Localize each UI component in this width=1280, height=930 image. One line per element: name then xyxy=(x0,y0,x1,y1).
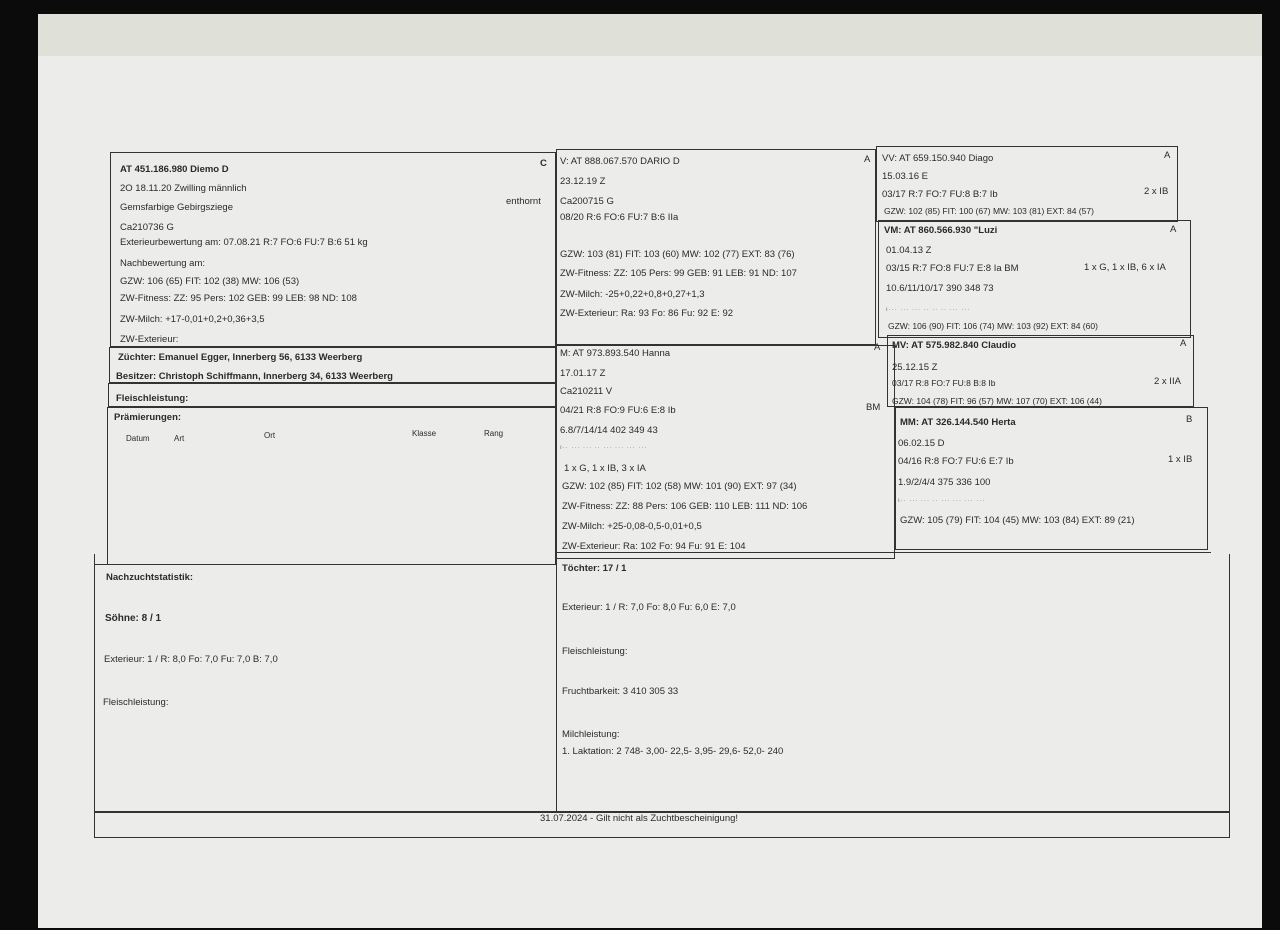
father-mother-eval: 03/15 R:7 FO:8 FU:7 E:8 Ia BM xyxy=(886,263,1019,274)
mother-milk: 6.8/7/14/14 402 349 43 xyxy=(560,425,658,436)
owner: Besitzer: Christoph Schiffmann, Innerberg 34, 6133 Weerberg xyxy=(116,371,393,382)
father-eval: 08/20 R:6 FO:6 FU:7 B:6 IIa xyxy=(560,212,679,223)
father-father-eval: 03/17 R:7 FO:7 FU:8 B:7 Ib xyxy=(882,189,998,200)
father-ext: ZW-Exterieur: Ra: 93 Fo: 86 Fu: 92 E: 92 xyxy=(560,308,734,319)
animal-grade: C xyxy=(540,158,547,169)
mother-milk-detail: ı·· ··· ··· ·· ··· ··· ··· ··· xyxy=(560,445,648,451)
father-gzw: GZW: 103 (81) FIT: 103 (60) MW: 102 (77) EXT: 83 (76) xyxy=(560,249,795,260)
offspring-daughters-meat: Fleischleistung: xyxy=(562,646,628,657)
awards-col-type: Art xyxy=(174,434,185,443)
father-mother-line1: VM: AT 860.566.930 "Luzi xyxy=(884,225,998,236)
offspring-title: Nachzuchtstatistik: xyxy=(106,572,194,583)
father-mother-milk-detail: ı··· ··· ··· ·· ·· ·· ··· ··· xyxy=(886,307,971,313)
mother-fitness: ZW-Fitness: ZZ: 88 Pers: 106 GEB: 110 LEB: 111 ND: 106 xyxy=(562,501,808,512)
offspring-sons-meat: Fleischleistung: xyxy=(103,697,169,708)
offspring-milk-title: Milchleistung: xyxy=(562,729,620,740)
father-father-grade: A xyxy=(1164,150,1171,161)
mother-father-eval: 03/17 R:8 FO:7 FU:8 B:8 Ib xyxy=(892,378,996,388)
mother-count: 1 x G, 1 x IB, 3 x IA xyxy=(564,463,646,474)
father-date: 23.12.19 Z xyxy=(560,176,606,187)
footer-note: 31.07.2024 - Gilt nicht als Zuchtbescheinigung! xyxy=(540,813,739,824)
father-mother-count: 1 x G, 1 x IB, 6 x IA xyxy=(1084,262,1166,273)
animal-birth: 2O 18.11.20 Zwilling männlich xyxy=(120,183,247,194)
meat-label: Fleischleistung: xyxy=(116,393,189,404)
father-dehorned: enthornt xyxy=(506,196,541,207)
mother-father-gzw: GZW: 104 (78) FIT: 96 (57) MW: 107 (70) EXT: 106 (44) xyxy=(892,396,1102,406)
awards-col-rank: Rang xyxy=(484,429,504,438)
animal-zw-fitness: ZW-Fitness: ZZ: 95 Pers: 102 GEB: 99 LEB: 98 ND: 108 xyxy=(120,293,357,304)
offspring-top-line-right xyxy=(556,552,1211,553)
father-mother-grade: A xyxy=(1170,224,1177,235)
animal-code: Ca210736 G xyxy=(120,222,174,233)
mother-mother-line1: MM: AT 326.144.540 Herta xyxy=(900,417,1016,428)
animal-exterior-eval: Exterieurbewertung am: 07.08.21 R:7 FO:6 FU:7 B:6 51 kg xyxy=(120,237,368,248)
father-code: Ca200715 G xyxy=(560,196,614,207)
mother-grade: A xyxy=(874,342,881,353)
father-grade: A xyxy=(864,154,871,165)
mother-ext: ZW-Exterieur: Ra: 102 Fo: 94 Fu: 91 E: 104 xyxy=(562,541,746,552)
offspring-lactation: 1. Laktation: 2 748- 3,00- 22,5- 3,95- 29,6- 52,0- 240 xyxy=(562,746,784,757)
mother-mother-count: 1 x IB xyxy=(1168,454,1193,465)
father-mother-date: 01.04.13 Z xyxy=(886,245,932,256)
offspring-daughters: Töchter: 17 / 1 xyxy=(562,563,627,574)
offspring-fertility: Fruchtbarkeit: 3 410 305 33 xyxy=(562,686,679,697)
mother-gzw: GZW: 102 (85) FIT: 102 (58) MW: 101 (90) EXT: 97 (34) xyxy=(562,481,797,492)
father-father-line1: VV: AT 659.150.940 Diago xyxy=(882,153,994,164)
offspring-divider xyxy=(556,552,557,812)
mother-mother-grade: B xyxy=(1186,414,1193,425)
mother-eval: 04/21 R:8 FO:9 FU:6 E:8 Ib xyxy=(560,405,676,416)
mother-line1: M: AT 973.893.540 Hanna xyxy=(560,348,671,359)
awards-col-place: Ort xyxy=(264,431,276,440)
animal-re-eval: Nachbewertung am: xyxy=(120,258,206,269)
animal-breed: Gemsfarbige Gebirgsziege xyxy=(120,202,233,213)
pedigree-certificate xyxy=(94,142,1230,839)
offspring-sons-ext: Exterieur: 1 / R: 8,0 Fo: 7,0 Fu: 7,0 B: 7,0 xyxy=(104,654,278,665)
mother-mother-gzw: GZW: 105 (79) FIT: 104 (45) MW: 103 (84) EXT: 89 (21) xyxy=(900,515,1135,526)
father-mother-gzw: GZW: 106 (90) FIT: 106 (74) MW: 103 (92) EXT: 84 (60) xyxy=(888,321,1098,331)
father-father-count: 2 x IB xyxy=(1144,186,1169,197)
mother-mother-milk: 1.9/2/4/4 375 336 100 xyxy=(898,477,991,488)
awards-col-class: Klasse xyxy=(412,429,437,438)
animal-zw-exterieur: ZW-Exterieur: xyxy=(120,334,179,345)
offspring-sons: Söhne: 8 / 1 xyxy=(105,613,162,624)
paper-shadow-strip xyxy=(38,14,1262,56)
mother-bm: BM xyxy=(866,402,881,413)
father-father-date: 15.03.16 E xyxy=(882,171,928,182)
animal-gzw: GZW: 106 (65) FIT: 102 (38) MW: 106 (53) xyxy=(120,276,300,287)
mother-father-grade: A xyxy=(1180,338,1187,349)
father-father-gzw: GZW: 102 (85) FIT: 100 (67) MW: 103 (81) EXT: 84 (57) xyxy=(884,206,1094,216)
offspring-box xyxy=(94,554,1230,812)
mother-milch: ZW-Milch: +25-0,08-0,5-0,01+0,5 xyxy=(562,521,702,532)
awards-title: Prämierungen: xyxy=(114,412,182,423)
offspring-daughters-ext: Exterieur: 1 / R: 7,0 Fo: 8,0 Fu: 6,0 E: 7,0 xyxy=(562,602,736,613)
mother-father-line1: MV: AT 575.982.840 Claudio xyxy=(892,340,1017,351)
animal-id: AT 451.186.980 Diemo D xyxy=(120,164,229,175)
offspring-top-line-left xyxy=(94,564,556,565)
father-milch: ZW-Milch: -25+0,22+0,8+0,27+1,3 xyxy=(560,289,705,300)
father-fitness: ZW-Fitness: ZZ: 105 Pers: 99 GEB: 91 LEB: 91 ND: 107 xyxy=(560,268,797,279)
mother-code: Ca210211 V xyxy=(560,386,613,397)
father-line1: V: AT 888.067.570 DARIO D xyxy=(560,156,680,167)
animal-zw-milch: ZW-Milch: +17-0,01+0,2+0,36+3,5 xyxy=(120,314,265,325)
breeder: Züchter: Emanuel Egger, Innerberg 56, 6133 Weerberg xyxy=(118,352,363,363)
mother-father-date: 25.12.15 Z xyxy=(892,362,938,373)
father-mother-milk: 10.6/11/10/17 390 348 73 xyxy=(886,283,994,294)
awards-col-date: Datum xyxy=(126,434,150,443)
mother-mother-eval: 04/16 R:8 FO:7 FU:6 E:7 Ib xyxy=(898,456,1014,467)
mother-mother-milk-detail: ı·· ··· ··· ·· ··· ··· ··· ··· xyxy=(898,498,986,504)
mother-date: 17.01.17 Z xyxy=(560,368,606,379)
mother-father-count: 2 x IIA xyxy=(1154,376,1181,387)
mother-mother-date: 06.02.15 D xyxy=(898,438,945,449)
